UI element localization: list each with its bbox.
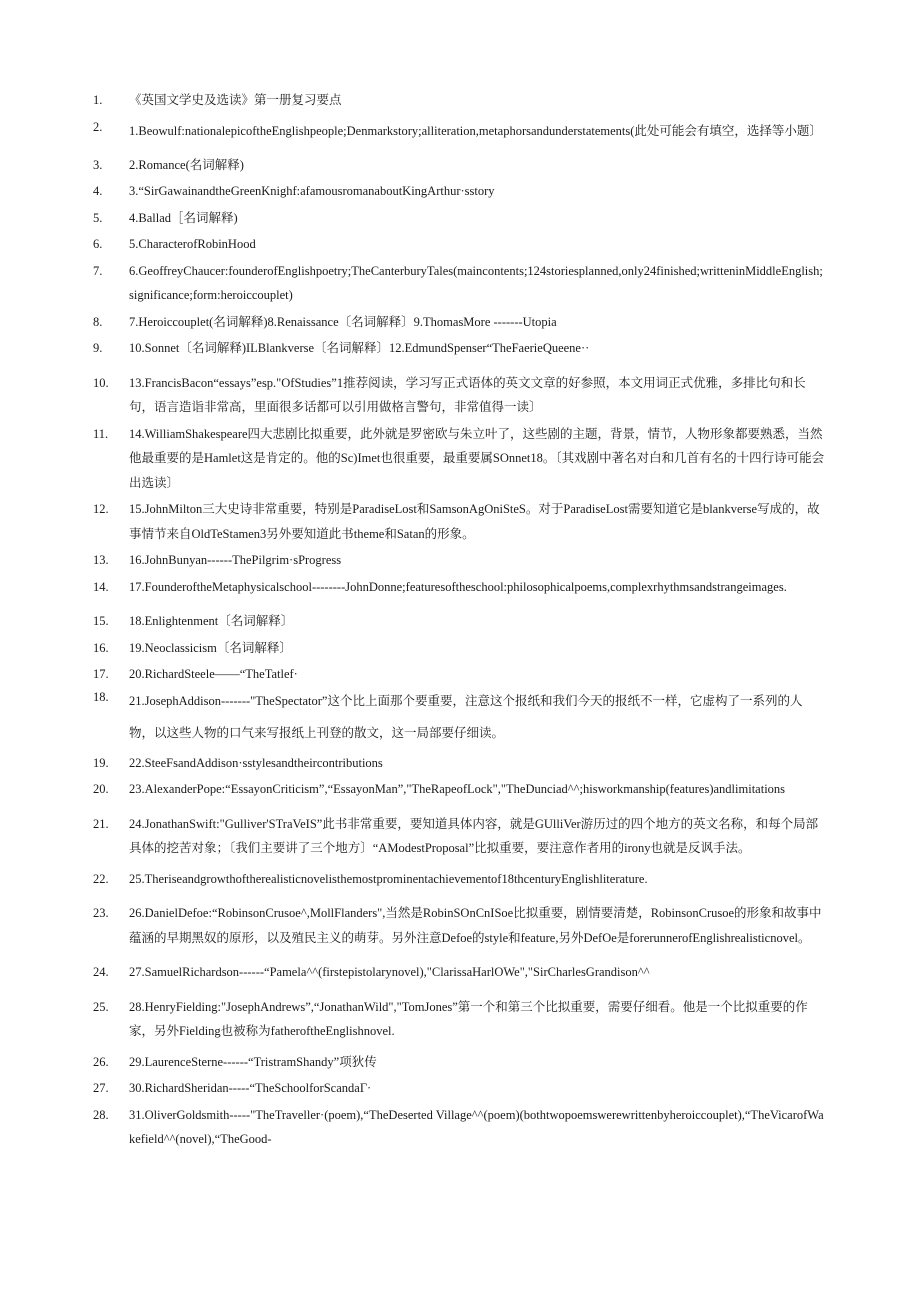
item-text: 19.Neoclassicism〔名词解释〕 bbox=[129, 640, 292, 655]
item-number: 8. bbox=[93, 314, 103, 329]
item-number: 22. bbox=[93, 871, 109, 886]
list-item bbox=[93, 153, 827, 178]
list-item bbox=[93, 575, 827, 600]
item-text: 14.WilliamShakespeare四大悲剧比拟重要，此外就是罗密欧与朱立叶了，这些剧的主题，背景，情节，人物形象都要熟悉，当然他最重要的是Hamlet这是肯定的。他的Sc)Imet也很重要，最重要属SOnnet18。〔其戏剧中著名对白和几首有名的十四行诗可能会出选读〕 bbox=[129, 426, 825, 490]
list-item bbox=[93, 662, 827, 687]
item-number: 7. bbox=[93, 263, 103, 278]
list-item bbox=[93, 548, 827, 573]
item-number: 11. bbox=[93, 426, 109, 441]
list-item bbox=[93, 812, 827, 861]
item-number: 27. bbox=[93, 1081, 109, 1095]
item-number: 6. bbox=[93, 237, 103, 251]
list-item bbox=[93, 1103, 827, 1152]
item-number: 5. bbox=[93, 210, 103, 225]
list-item bbox=[93, 609, 827, 634]
list-item bbox=[93, 960, 827, 985]
item-text: 26.DanielDefoe:“RobinsonCrusoe^,MollFlanders",当然是RobinSOnCnISoe比拟重要，剧情要清楚，RobinsonCrusoe的形象和故事中蕴涵的早期黑奴的原形，以及殖民主义的萌芽。另外注意Defoe的style和feature,另外DefOe是forerunnerofEnglishrealisticnovel。 bbox=[129, 906, 822, 945]
item-text: 28.HenryFielding:"JosephAndrews”,“JonathanWild","TomJones”第一个和第三个比拟重要，需要仔细看。他是一个比拟重要的作家，另外Fielding也被称为fatheroftheEnglishnovel. bbox=[129, 999, 808, 1038]
item-number: 4. bbox=[93, 184, 103, 198]
item-text: 25.Theriseandgrowthoftherealisticnovelisthemostprominentachievementof18thcenturyEnglishliterature. bbox=[129, 871, 648, 886]
item-text: 29.LaurenceSterne------“TristramShandy”项狄传 bbox=[129, 1054, 377, 1069]
item-text: 5.CharacterofRobinHood bbox=[129, 237, 256, 251]
list-item bbox=[93, 777, 827, 802]
item-text: 22.SteeFsandAddison·sstylesandtheircontributions bbox=[129, 755, 383, 770]
item-number: 2. bbox=[93, 119, 103, 134]
item-text: 3.“SirGawainandtheGreenKnighf:afamousromanaboutKingArthur·sstory bbox=[129, 184, 495, 198]
item-number: 20. bbox=[93, 782, 109, 796]
list-item bbox=[93, 179, 827, 204]
list-item bbox=[93, 751, 827, 776]
list-item bbox=[93, 206, 827, 231]
item-text: 1.Beowulf:nationalepicoftheEnglishpeople;Denmarkstory;alliteration,metaphorsandunderstatements(此处可能会有填空，选择等小题〕 bbox=[129, 123, 822, 138]
list-item bbox=[93, 685, 827, 749]
list-item bbox=[93, 115, 827, 147]
item-number: 10. bbox=[93, 375, 109, 390]
item-text: 23.AlexanderPope:“EssayonCriticism”,“EssayonMan”,"TheRapeofLock","TheDunciad^^;hisworkmanship(features)andlimitations bbox=[129, 782, 786, 796]
item-text: 7.Heroiccouplet(名词解释)8.Renaissance〔名词解释〕9.ThomasMore -------Utopia bbox=[129, 314, 557, 329]
list-item bbox=[93, 336, 827, 361]
item-text: 4.Ballad［名词解释) bbox=[129, 210, 238, 225]
list-item bbox=[93, 259, 827, 308]
item-number: 13. bbox=[93, 553, 109, 567]
item-text: 10.Sonnet〔名词解释)ILBlankverse〔名词解释〕12.EdmundSpenser“TheFaerieQueene·· bbox=[129, 341, 590, 355]
item-number: 3. bbox=[93, 157, 103, 172]
item-number: 16. bbox=[93, 640, 109, 655]
list-item bbox=[93, 371, 827, 420]
item-text: 6.GeoffreyChaucer:founderofEnglishpoetry;TheCanterburyTales(maincontents;124storiesplanned,only24finished;writteninMiddleEnglish;significance;form:heroiccouplet) bbox=[129, 263, 823, 302]
item-text: 18.Enlightenment〔名词解释〕 bbox=[129, 614, 294, 628]
item-text: 27.SamuelRichardson------“Pamela^^(firstepistolarynovel),"ClarissaHarlOWe","SirCharlesGrandison^^ bbox=[129, 965, 650, 979]
item-number: 14. bbox=[93, 579, 109, 594]
item-number: 1. bbox=[93, 93, 103, 107]
item-number: 23. bbox=[93, 906, 109, 920]
list-item bbox=[93, 1076, 827, 1101]
item-number: 19. bbox=[93, 755, 109, 770]
item-text: 31.OliverGoldsmith-----"TheTraveller·(poem),“TheDeserted Village^^(poem)(bothtwopoemswerewrittenbyheroiccouplet),“TheVicarofWakefield^^(novel),“TheGood- bbox=[129, 1107, 824, 1146]
list-item bbox=[93, 497, 827, 546]
item-number: 21. bbox=[93, 816, 109, 831]
list-item bbox=[93, 310, 827, 335]
item-number: 25. bbox=[93, 999, 109, 1014]
item-text: 17.FounderoftheMetaphysicalschool--------JohnDonne;featuresoftheschool:philosophicalpoems,complexrhythmsandstrangeimages. bbox=[129, 579, 787, 594]
document-page bbox=[0, 88, 920, 1154]
item-number: 9. bbox=[93, 341, 103, 355]
item-number: 15. bbox=[93, 614, 109, 628]
item-text: 16.JohnBunyan------ThePilgrim·sProgress bbox=[129, 553, 342, 567]
item-number: 26. bbox=[93, 1054, 109, 1069]
item-number: 18. bbox=[93, 689, 109, 704]
item-text: 20.RichardSteele——“TheTatlef· bbox=[129, 667, 298, 681]
item-number: 28. bbox=[93, 1107, 109, 1122]
item-text: 2.Romance(名词解释) bbox=[129, 157, 244, 172]
item-text: 30.RichardSheridan-----“TheSchoolforScandaΓ· bbox=[129, 1081, 372, 1095]
list-item bbox=[93, 1050, 827, 1075]
item-text: 13.FrancisBacon“essays”esp."OfStudies”1推荐阅读，学习写正式语体的英文文章的好参照，本文用词正式优雅，多排比句和长句，语言造诣非常高，里面很多话都可以引用做格言警句，非常值得一读〕 bbox=[129, 375, 806, 414]
list-item bbox=[93, 232, 827, 257]
list-item bbox=[93, 995, 827, 1044]
list-item bbox=[93, 88, 827, 113]
list-item bbox=[93, 422, 827, 496]
item-text: 21.JosephAddison-------"TheSpectator”这个比上面那个要重要，注意这个报纸和我们今天的报纸不一样，它虚构了一系列的人物，以这些人物的口气来写报纸上刊登的散文，这一局部要仔细读。 bbox=[129, 693, 803, 740]
list-item bbox=[93, 867, 827, 892]
item-text: 15.JohnMilton三大史诗非常重要，特别是ParadiseLost和SamsonAgOniSteS。对于ParadiseLost需要知道它是blankverse写成的，故事情节来自OldTeStamen3另外要知道此书theme和Satan的形象。 bbox=[129, 502, 820, 541]
list-item bbox=[93, 636, 827, 661]
item-text: 24.JonathanSwift:"Gulliver'STraVeIS”此书非常重要，要知道具体内容，就是GUlliVer游历过的四个地方的英文名称，和每个局部具体的挖苦对象；〔我们主要讲了三个地方〕“AModestProposal”比拟重要，要注意作者用的irony也就是反讽手法。 bbox=[129, 816, 819, 855]
item-text: 《英国文学史及选读》第一册复习要点 bbox=[129, 93, 342, 107]
item-number: 17. bbox=[93, 667, 109, 681]
item-number: 12. bbox=[93, 502, 109, 516]
list-item bbox=[93, 901, 827, 950]
item-number: 24. bbox=[93, 965, 109, 979]
